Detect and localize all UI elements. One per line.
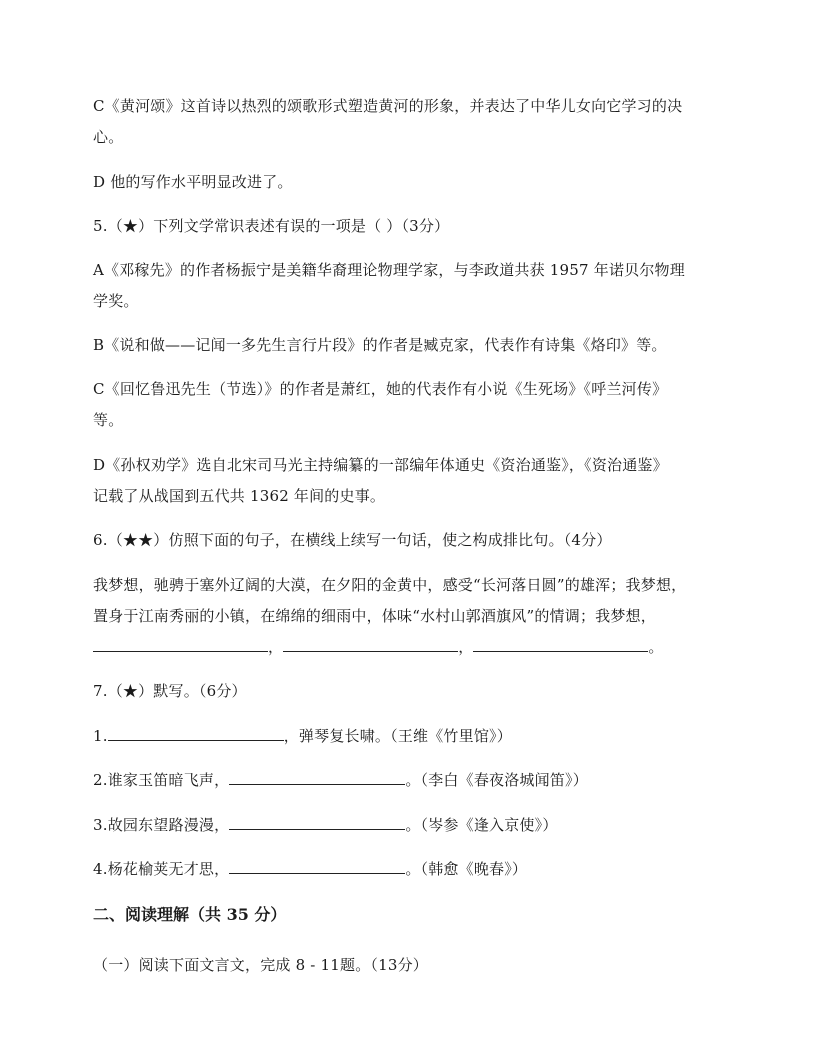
q4-option-c-line2: 心。 — [93, 128, 124, 146]
q5-option-b: B《说和做——记闻一多先生言行片段》的作者是臧克家，代表作有诗集《烙印》等。 — [93, 336, 667, 354]
q7-item3-prefix: 3.故园东望路漫漫， — [93, 816, 230, 834]
q7-item4-suffix: 。（韩愈《晚春》） — [405, 860, 528, 878]
q5-option-c-line1: C《回忆鲁迅先生（节选）》的作者是萧红，她的代表作有小说《生死场》《呼兰河传》 — [93, 380, 668, 398]
q6-blank-1[interactable] — [93, 637, 268, 652]
q7-item-2 — [93, 770, 588, 790]
q6-end-mark: 。 — [648, 638, 664, 656]
q7-item1-prefix: 1. — [93, 727, 108, 745]
section-2-part-1: （一）阅读下面文言文，完成 8 - 11题。（13分） — [93, 956, 428, 974]
q6-separator-1: ， — [268, 638, 284, 656]
q7-item2-suffix: 。（李白《春夜洛城闻笛》） — [405, 771, 588, 789]
q7-stem: 7.（★）默写。（6分） — [93, 682, 247, 700]
q7-item4-prefix: 4.杨花榆荚无才思， — [93, 860, 230, 878]
q6-blanks-line — [93, 637, 664, 657]
q6-blank-3[interactable] — [473, 637, 648, 652]
q7-item2-prefix: 2.谁家玉笛暗飞声， — [93, 771, 230, 789]
q7-item-1 — [93, 726, 512, 746]
q7-blank-3[interactable] — [229, 815, 405, 830]
q6-text-line1: 我梦想，驰骋于塞外辽阔的大漠，在夕阳的金黄中，感受“长河落日圆”的雄浑；我梦想， — [93, 576, 687, 594]
q7-blank-2[interactable] — [229, 770, 405, 785]
q5-option-a-line1: A《邓稼先》的作者杨振宁是美籍华裔理论物理学家，与李政道共获 1957 年诺贝尔物理 — [93, 261, 685, 279]
q4-option-d: D 他的写作水平明显改进了。 — [93, 173, 293, 191]
q5-option-c-line2: 等。 — [93, 411, 124, 429]
q7-item-3 — [93, 815, 558, 835]
q7-item3-suffix: 。（岑参《逢入京使》） — [405, 816, 558, 834]
q5-option-d-line2: 记载了从战国到五代共 1362 年间的史事。 — [93, 487, 386, 505]
q6-stem: 6.（★★）仿照下面的句子，在横线上续写一句话，使之构成排比句。（4分） — [93, 531, 612, 549]
q7-blank-1[interactable] — [108, 726, 284, 741]
q7-item-4 — [93, 859, 527, 879]
q5-option-d-line1: D《孙权劝学》选自北宋司马光主持编纂的一部编年体通史《资治通鉴》，《资治通鉴》 — [93, 456, 668, 474]
q6-text-line2: 置身于江南秀丽的小镇，在绵绵的细雨中，体味“水村山郭酒旗风”的情调；我梦想， — [93, 607, 656, 625]
q6-blank-2[interactable] — [283, 637, 458, 652]
q4-option-c-line1: C《黄河颂》这首诗以热烈的颂歌形式塑造黄河的形象，并表达了中华儿女向它学习的决 — [93, 97, 683, 115]
q7-blank-4[interactable] — [229, 859, 405, 874]
q5-stem: 5.（★）下列文学常识表述有误的一项是（ ）（3分） — [93, 217, 450, 235]
section-2-heading: 二、阅读理解（共 35 分） — [93, 905, 287, 924]
q6-separator-2: ， — [458, 638, 474, 656]
q7-item1-suffix: ，弹琴复长啸。（王维《竹里馆》） — [283, 727, 512, 745]
q5-option-a-line2: 学奖。 — [93, 292, 139, 310]
